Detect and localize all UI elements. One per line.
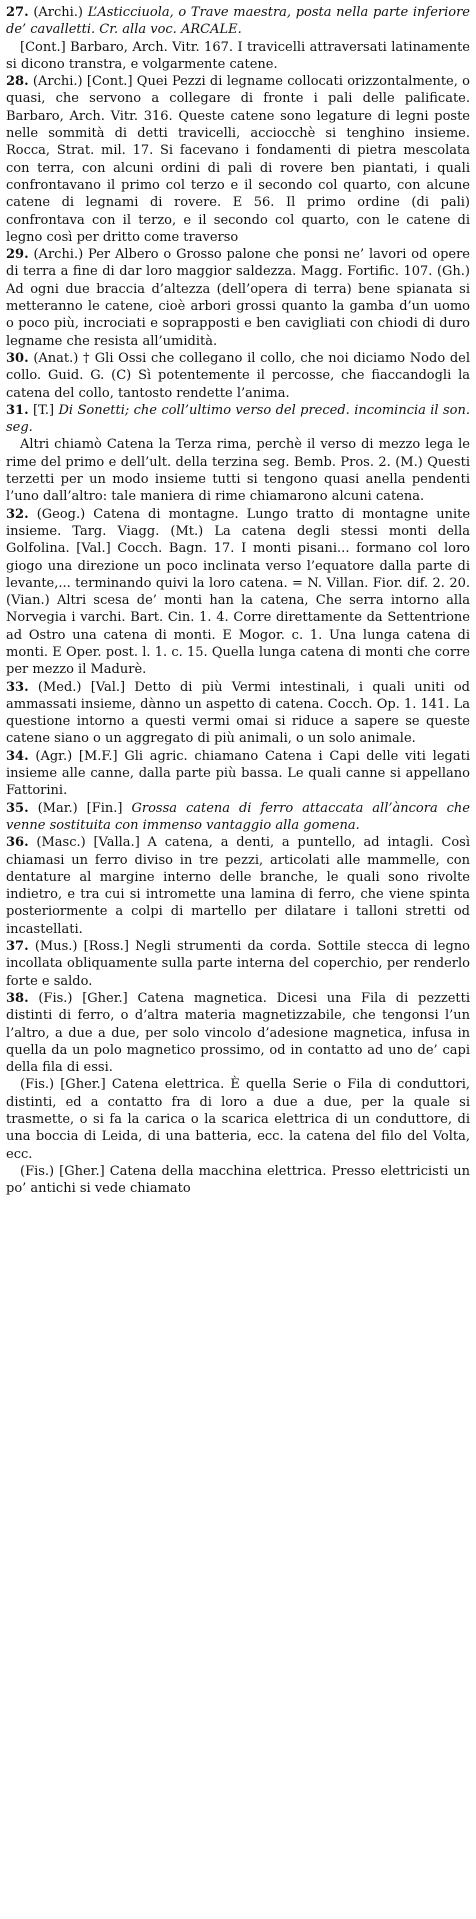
entry-37: 37. (Mus.) [Ross.] Negli strumenti da corda. Sottile stecca di legno incollata obliquamente sulla parte interna del coperchio, per renderlo forte e saldo. bbox=[6, 939, 470, 989]
entry-36: 36. (Masc.) [Valla.] A catena, a denti, a puntello, ad intagli. Così chiamasi un ferro diviso in tre pezzi, articolati alle mammelle, con dentature al margine interno delle branche, le quali sono rivolte indietro, e tra cui si intromette una lamina di ferro, che viene spinta posteriormente a colpi di martello per dilatare i talloni stretti od incastellati. bbox=[6, 835, 470, 937]
entry-33: 33. (Med.) [Val.] Detto di più Vermi intestinali, i quali uniti od ammassati insieme, dànno un aspetto di catena. Cocch. Op. 1. 141. La questione intorno a questi vermi omai si riduce a sapere se queste catene siano o un aggregato di più animali, o un solo animale. bbox=[6, 679, 471, 747]
entry-27-cont: [Cont.] Barbaro, Arch. Vitr. 167. I travicelli attraversati latinamente si dicono transtra, e volgarmente catene. bbox=[6, 39, 470, 72]
entry-32: 32. (Geog.) Catena di montagne. Lungo tratto di montagne unite insieme. Targ. Viagg. (Mt.) La catena degli stessi monti della Golfolina. [Val.] Cocch. Bagn. 17. I monti pisani... formano col loro giogo una direzione un poco inclinata verso l’equatore dalla parte di levante,... terminando quivi la loro catena. = N. Villan. Fior. dif. 2. 20. (Vian.) Altri scesa de’ monti han la catena, Che serra intorno alla Norvegia i varchi. Bart. Cin. 1. 4. Corre direttamente da Settentrione ad Ostro una catena di monti. E Mogor. c. 1. Una lunga catena di monti. E Oper. post. l. 1. c. 15. Quella lunga catena di monti che corre per mezzo il Madurè. bbox=[6, 506, 471, 678]
entry-31: 31. [T.] Di Sonetti; che coll’ultimo verso del preced. incomincia il son. seg. bbox=[6, 402, 470, 436]
entry-38-elettrica: (Fis.) [Gher.] Catena elettrica. È quella Serie o Fila di conduttori, distinti, ed a contatto fra di loro a due a due, per la quale si trasmette, o si fa la carica o la scarica elettrica di un conduttore, di una boccia di Leida, di una batteria, ecc. la catena del filo del Volta, ecc. bbox=[6, 1077, 470, 1162]
entry-38: 38. (Fis.) [Gher.] Catena magnetica. Dicesi una Fila di pezzetti distinti di ferro, o d’altra materia magnetizzabile, che tengonsi l’un l’altro, a due a due, per solo vincolo d’adesione magnetica, infusa in quella da un polo magnetico prossimo, od in contatto ad uno de’ capi della fila di essi. bbox=[6, 990, 471, 1076]
entry-30: 30. (Anat.) † Gli Ossi che collegano il collo, che noi diciamo Nodo del collo. Guid. G. (C) Sì potentemente il percosse, che fiaccandogli la catena del collo, tantosto rendette l’anima. bbox=[6, 350, 471, 401]
entry-28: 28. (Archi.) [Cont.] Quei Pezzi di legname collocati orizzontalmente, o quasi, che servono a collegare di fronte i pali delle palificate. Barbaro, Arch. Vitr. 316. Queste catene sono legature di legni poste nelle sommità di detti travicelli, acciocchè si tenghino insieme. Rocca, Strat. mil. 17. Si facevano i fondamenti di pietra mescolata con terra, con alcuni ordini di pali di rovere ben piantati, i quali confrontavano il primo col terzo e il secondo col quarto, con alcune catene di legnami di rovere. E 56. Il primo ordine (di pali) confrontava con il terzo, e il secondo col quarto, con le catene di legno così per dritto come traverso bbox=[6, 74, 470, 245]
entry-31-cont: Altri chiamò Catena la Terza rima, perchè il verso di mezzo lega le rime del primo e dell’ult. della terzina seg. Bemb. Pros. 2. (M.) Questi terzetti per un modo insieme tutti si tengono quasi anella pendenti l’uno dall’altro: tale maniera di rime chiamarono alcuni catena. bbox=[6, 437, 470, 505]
entry-35: 35. (Mar.) [Fin.] Grossa catena di ferro attaccata all’àncora che venne sostituita con immenso vantaggio alla gomena. bbox=[6, 800, 470, 833]
entry-27: 27. (Archi.) L’Asticciuola, o Trave maestra, posta nella parte inferiore de’ cavalletti. Cr. alla voc. ARCALE. bbox=[6, 5, 471, 38]
entry-34: 34. (Agr.) [M.F.] Gli agric. chiamano Catena i Capi delle viti legati insieme alle canne, dalla parte più bassa. Le quali canne si appellano Fattorini. bbox=[6, 748, 470, 799]
entry-29: 29. (Archi.) Per Albero o Grosso palone che ponsi ne’ lavori od opere di terra a fine di dar loro maggior saldezza. Magg. Fortific. 107. (Gh.) Ad ogni due braccia d’altezza (dell’opera di terra) bene spianata si metteranno le catene, cioè arbori grossi quanto la gamba d’un uomo o poco più, incrociati e soprapposti e ben cavigliati con chiodi di duro legname che resista all’umidità. bbox=[6, 247, 470, 349]
entry-38-macchina: (Fis.) [Gher.] Catena della macchina elettrica. Presso elettricisti un po’ antichi si vede chiamato bbox=[6, 1163, 471, 1197]
